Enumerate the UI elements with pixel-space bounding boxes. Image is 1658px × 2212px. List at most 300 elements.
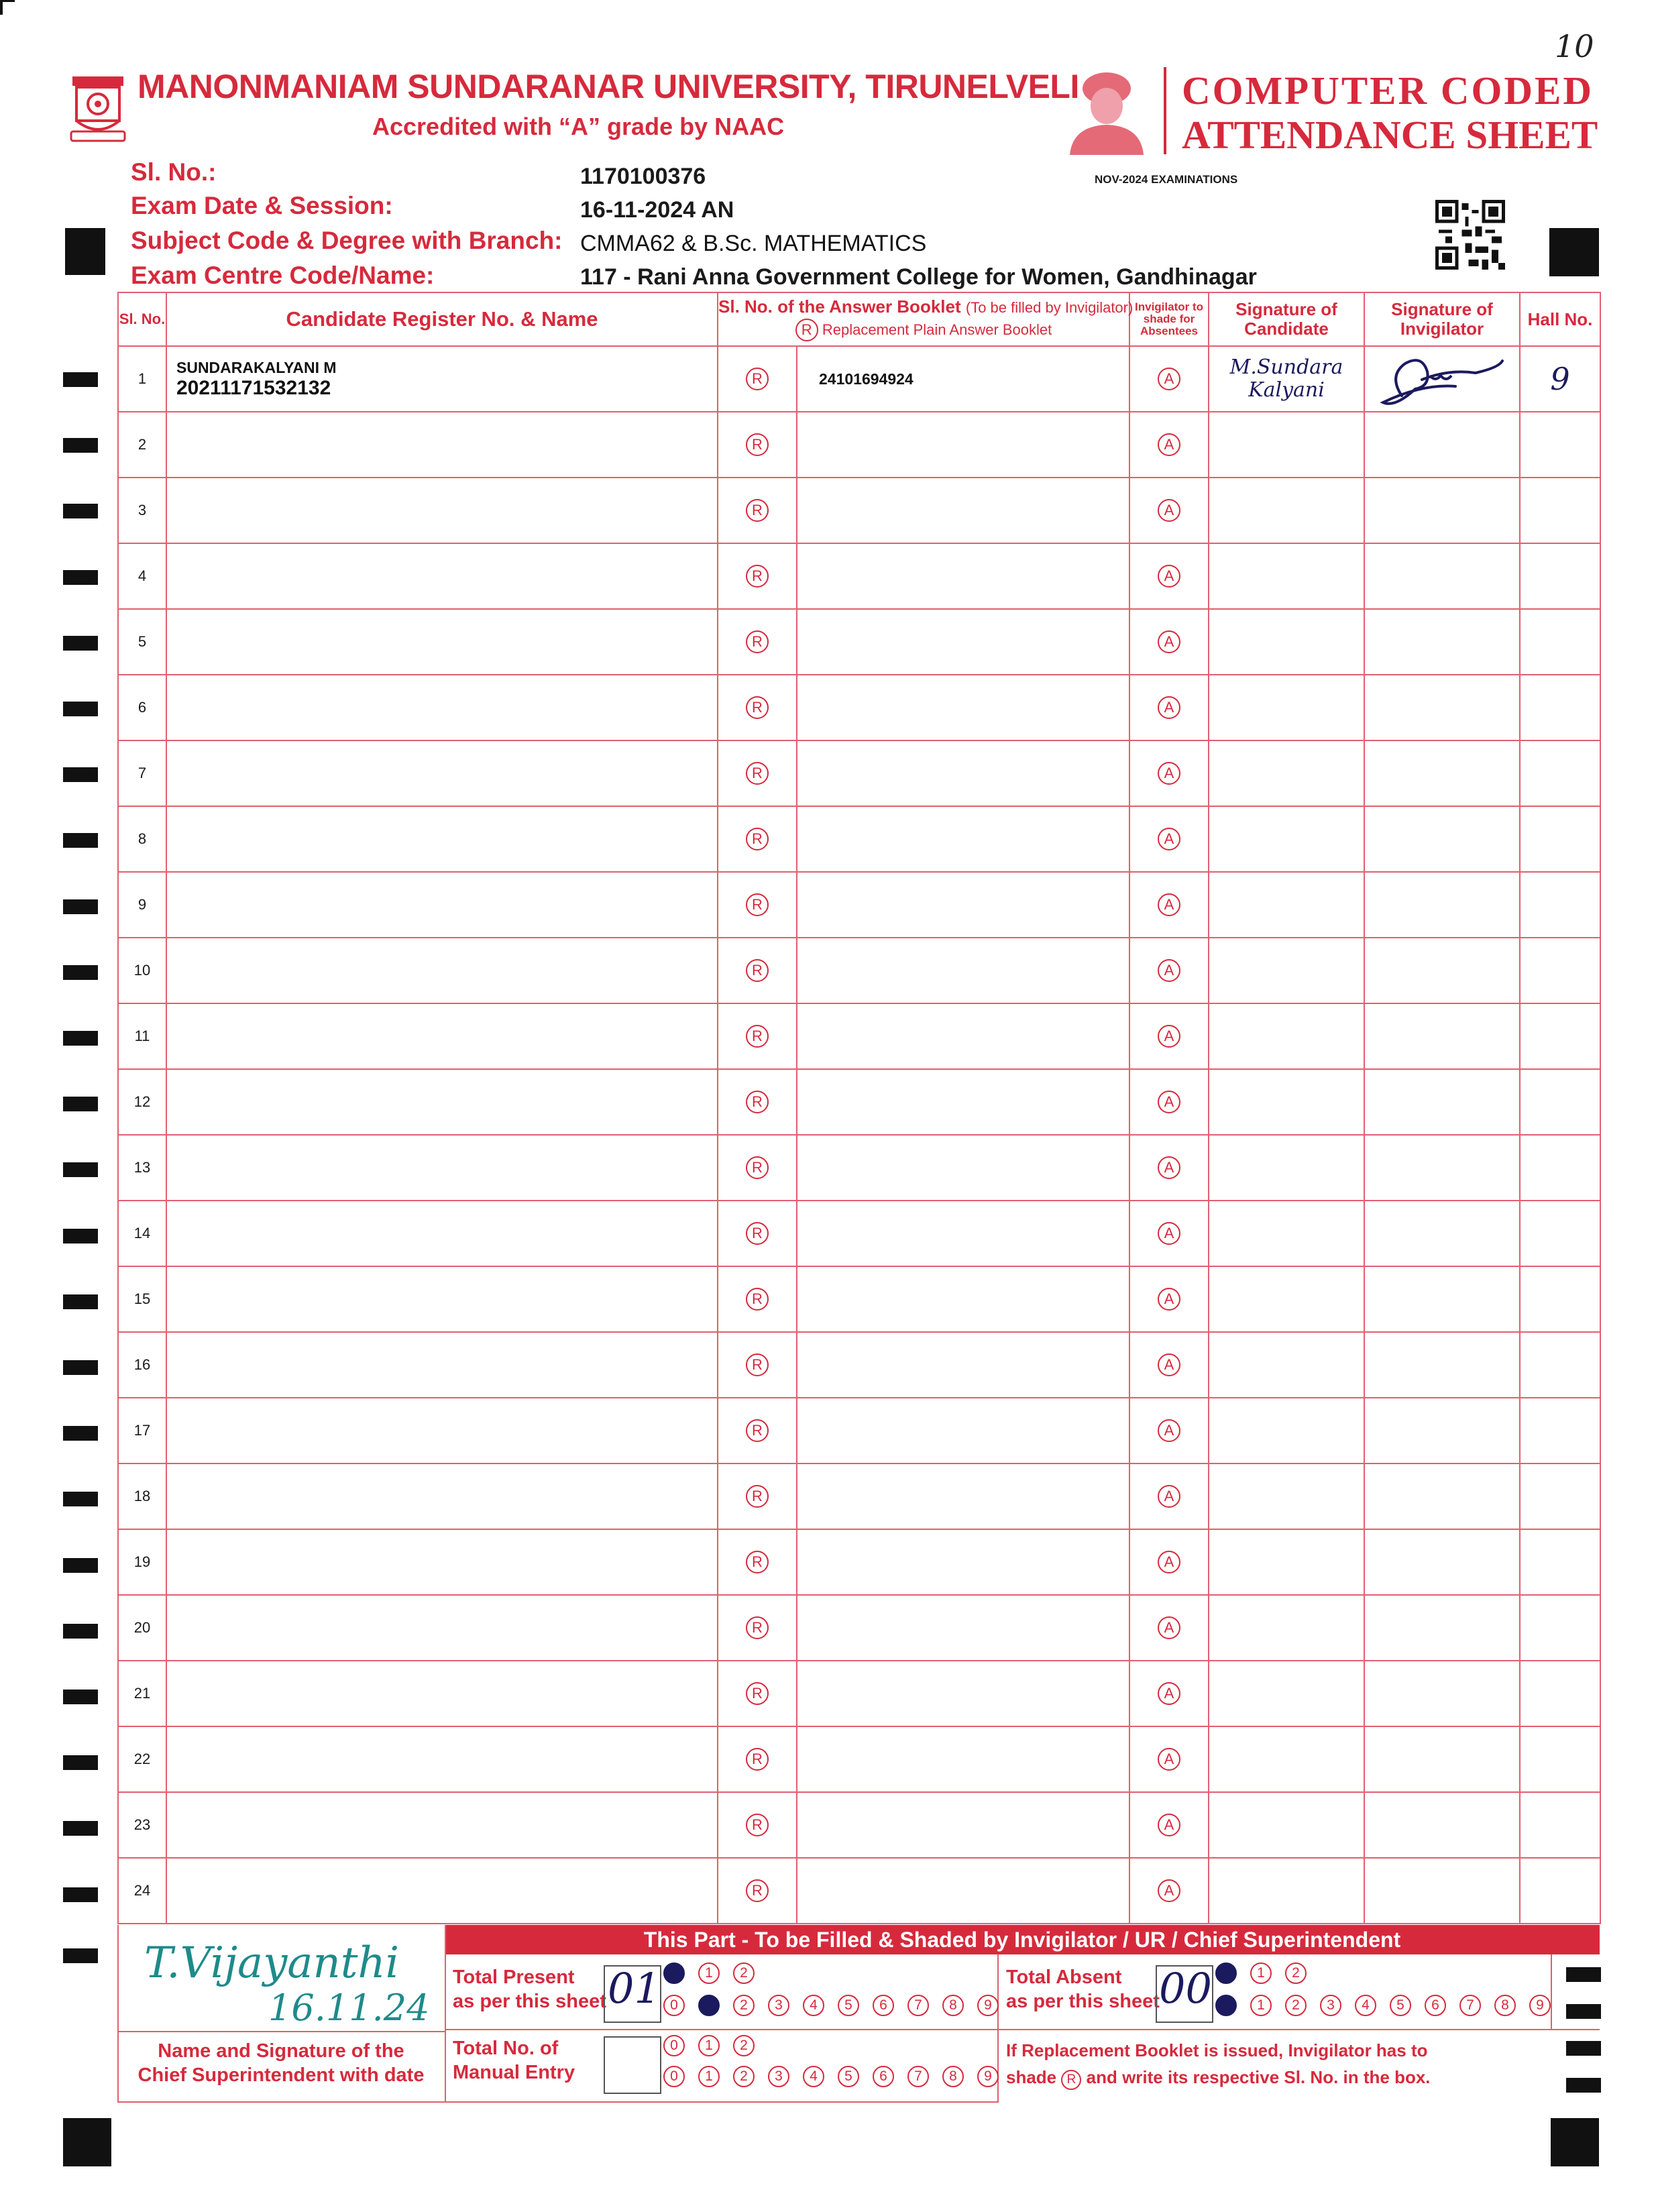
replacement-bubble[interactable]: R: [746, 1682, 769, 1705]
candidate-signature-cell[interactable]: [1209, 1726, 1364, 1792]
booklet-cell[interactable]: [797, 1661, 1129, 1726]
candidate-cell[interactable]: [166, 1266, 718, 1332]
replacement-bubble[interactable]: R: [746, 1156, 769, 1179]
replacement-bubble[interactable]: R: [746, 1353, 769, 1376]
row-sl-no: 3: [118, 478, 166, 543]
manual-label-2: Manual Entry: [453, 2062, 575, 2083]
absent-units-bubbles[interactable]: [1215, 1995, 1564, 2016]
absent-bubble[interactable]: A: [1158, 1091, 1180, 1113]
sheet-title-line1: COMPUTER CODED: [1182, 68, 1594, 113]
booklet-cell[interactable]: [797, 1792, 1129, 1858]
digit-bubble[interactable]: 9: [1529, 1995, 1551, 2016]
digit-bubble[interactable]: 0: [663, 2066, 685, 2087]
absent-cell[interactable]: [1129, 1069, 1209, 1135]
hall-no-cell[interactable]: [1520, 1398, 1600, 1463]
digit-bubble[interactable]: 0: [1215, 1995, 1237, 2016]
table-row: [118, 609, 1600, 675]
candidate-cell[interactable]: [166, 1858, 718, 1924]
replacement-cell[interactable]: [718, 1003, 797, 1069]
hall-no-cell[interactable]: [1520, 1266, 1600, 1332]
hall-no-cell[interactable]: [1520, 1858, 1600, 1924]
booklet-cell[interactable]: [797, 1463, 1129, 1529]
hall-no-cell[interactable]: [1520, 346, 1600, 412]
absent-bubble[interactable]: A: [1158, 1814, 1180, 1836]
invigilator-signature-cell[interactable]: [1364, 1332, 1520, 1398]
absent-cell[interactable]: [1129, 346, 1209, 412]
candidate-cell[interactable]: [166, 543, 718, 609]
candidate-signature-cell[interactable]: [1209, 675, 1364, 740]
hall-no-cell[interactable]: [1520, 1792, 1600, 1858]
absent-bubble[interactable]: A: [1158, 1748, 1180, 1771]
digit-bubble[interactable]: 0: [663, 1995, 685, 2016]
hall-no-cell[interactable]: [1520, 806, 1600, 872]
booklet-cell[interactable]: [797, 872, 1129, 938]
booklet-cell[interactable]: [797, 1069, 1129, 1135]
candidate-signature-cell[interactable]: [1209, 1463, 1364, 1529]
timing-mark: [63, 1031, 98, 1046]
invigilator-signature-cell[interactable]: [1364, 1201, 1520, 1266]
replacement-bubble[interactable]: R: [746, 1551, 769, 1573]
hall-no-cell[interactable]: [1520, 1726, 1600, 1792]
replacement-cell[interactable]: [718, 1135, 797, 1201]
candidate-cell[interactable]: [166, 938, 718, 1003]
absent-bubble[interactable]: A: [1158, 1551, 1180, 1573]
replacement-cell[interactable]: [718, 543, 797, 609]
absent-value: 00: [1159, 1964, 1212, 2013]
candidate-signature: M.Sundara Kalyani: [1229, 355, 1343, 402]
hall-no-cell[interactable]: [1520, 675, 1600, 740]
booklet-cell[interactable]: [797, 1858, 1129, 1924]
candidate-cell[interactable]: [166, 1726, 718, 1792]
replacement-bubble[interactable]: R: [746, 1616, 769, 1639]
digit-bubble[interactable]: 5: [1390, 1995, 1411, 2016]
candidate-signature-cell[interactable]: [1209, 1792, 1364, 1858]
hall-no-cell[interactable]: [1520, 609, 1600, 675]
absent-cell[interactable]: [1129, 1135, 1209, 1201]
hall-no-cell[interactable]: [1520, 1463, 1600, 1529]
candidate-cell[interactable]: [166, 1792, 718, 1858]
exam-session-label: NOV-2024 EXAMINATIONS: [1095, 173, 1238, 186]
replacement-cell[interactable]: [718, 1529, 797, 1595]
replacement-bubble[interactable]: R: [746, 1419, 769, 1442]
booklet-cell[interactable]: [797, 1398, 1129, 1463]
manual-tens-bubbles[interactable]: [663, 2035, 768, 2056]
booklet-cell[interactable]: [797, 1003, 1129, 1069]
replacement-cell[interactable]: [718, 1332, 797, 1398]
candidate-cell[interactable]: [166, 872, 718, 938]
booklet-cell[interactable]: [797, 1266, 1129, 1332]
absent-bubble[interactable]: A: [1158, 1419, 1180, 1442]
digit-bubble[interactable]: 4: [803, 1995, 824, 2016]
digit-bubble[interactable]: 3: [768, 1995, 789, 2016]
absent-cell[interactable]: [1129, 1266, 1209, 1332]
absent-bubble[interactable]: A: [1158, 959, 1180, 982]
hall-no-cell[interactable]: [1520, 1529, 1600, 1595]
candidate-signature-cell[interactable]: [1209, 1003, 1364, 1069]
invigilator-signature-cell[interactable]: [1364, 1266, 1520, 1332]
replacement-cell[interactable]: [718, 1201, 797, 1266]
absent-cell[interactable]: [1129, 938, 1209, 1003]
absent-tens-bubbles[interactable]: [1215, 1962, 1320, 1984]
digit-bubble[interactable]: 2: [733, 2035, 755, 2056]
absent-cell[interactable]: [1129, 609, 1209, 675]
booklet-cell[interactable]: [797, 1726, 1129, 1792]
digit-bubble[interactable]: 6: [1425, 1995, 1446, 2016]
absent-bubble[interactable]: A: [1158, 565, 1180, 588]
invigilator-signature-cell[interactable]: [1364, 1529, 1520, 1595]
invigilator-signature-cell[interactable]: [1364, 740, 1520, 806]
digit-bubble[interactable]: 6: [873, 1995, 894, 2016]
booklet-cell[interactable]: [797, 609, 1129, 675]
absent-bubble[interactable]: A: [1158, 499, 1180, 522]
replacement-note-2a: shade: [1006, 2067, 1057, 2087]
booklet-cell[interactable]: [797, 346, 1129, 412]
digit-bubble[interactable]: 4: [1355, 1995, 1376, 2016]
timing-mark: [63, 702, 98, 716]
hall-no-cell[interactable]: [1520, 1135, 1600, 1201]
replacement-bubble[interactable]: R: [746, 630, 769, 653]
booklet-cell[interactable]: [797, 740, 1129, 806]
candidate-cell[interactable]: [166, 478, 718, 543]
replacement-cell[interactable]: [718, 478, 797, 543]
candidate-signature-cell[interactable]: [1209, 938, 1364, 1003]
present-units-bubbles[interactable]: [663, 1995, 1012, 2016]
digit-bubble[interactable]: 1: [698, 1995, 720, 2016]
booklet-cell[interactable]: [797, 1332, 1129, 1398]
digit-bubble[interactable]: 2: [1285, 1962, 1307, 1984]
replacement-bubble[interactable]: R: [746, 1091, 769, 1113]
registration-mark: [1566, 2041, 1601, 2056]
absent-bubble[interactable]: A: [1158, 433, 1180, 456]
digit-bubble[interactable]: 4: [803, 2066, 824, 2087]
booklet-cell[interactable]: [797, 412, 1129, 478]
hall-no-cell[interactable]: [1520, 478, 1600, 543]
booklet-cell[interactable]: [797, 1135, 1129, 1201]
candidate-cell[interactable]: [166, 1201, 718, 1266]
invigilator-signature-cell[interactable]: [1364, 1003, 1520, 1069]
hall-no-cell[interactable]: [1520, 1003, 1600, 1069]
candidate-signature-cell[interactable]: [1209, 478, 1364, 543]
invigilator-signature-cell[interactable]: [1364, 478, 1520, 543]
absent-bubble[interactable]: A: [1158, 368, 1180, 390]
candidate-cell[interactable]: [166, 1135, 718, 1201]
digit-bubble[interactable]: 1: [698, 1962, 720, 1984]
candidate-name: SUNDARAKALYANI M: [176, 358, 337, 376]
replacement-bubble[interactable]: R: [746, 1879, 769, 1902]
hall-no-cell[interactable]: [1520, 740, 1600, 806]
centre-value: 117 - Rani Anna Government College for Women, Gandhinagar: [580, 264, 1257, 290]
candidate-cell[interactable]: [166, 1661, 718, 1726]
candidate-cell[interactable]: [166, 412, 718, 478]
booklet-cell[interactable]: [797, 1201, 1129, 1266]
candidate-signature-cell[interactable]: [1209, 1398, 1364, 1463]
hall-no-cell[interactable]: [1520, 1332, 1600, 1398]
booklet-cell[interactable]: [797, 806, 1129, 872]
candidate-signature-cell[interactable]: [1209, 609, 1364, 675]
candidate-cell[interactable]: [166, 609, 718, 675]
replacement-cell[interactable]: [718, 1463, 797, 1529]
digit-bubble[interactable]: 9: [977, 1995, 999, 2016]
replacement-cell[interactable]: [718, 1858, 797, 1924]
digit-bubble[interactable]: 5: [838, 2066, 859, 2087]
header-sl-no: Sl. No.: [118, 292, 166, 346]
corner-tick: [0, 0, 15, 2]
booklet-cell[interactable]: [797, 675, 1129, 740]
absent-cell[interactable]: [1129, 1003, 1209, 1069]
absent-bubble[interactable]: A: [1158, 762, 1180, 785]
absent-bubble[interactable]: A: [1158, 1222, 1180, 1245]
candidate-signature-cell[interactable]: [1209, 412, 1364, 478]
invigilator-signature-cell[interactable]: [1364, 1135, 1520, 1201]
replacement-bubble[interactable]: R: [746, 696, 769, 719]
table-header-row: [118, 292, 1600, 346]
candidate-cell[interactable]: [166, 1529, 718, 1595]
digit-bubble[interactable]: 5: [838, 1995, 859, 2016]
absent-label-2: as per this sheet: [1006, 1991, 1160, 2012]
absent-cell[interactable]: [1129, 1201, 1209, 1266]
timing-mark: [63, 1492, 98, 1506]
invigilator-signature-cell[interactable]: [1364, 1792, 1520, 1858]
invigilator-signature-cell[interactable]: [1364, 346, 1520, 412]
replacement-bubble[interactable]: R: [746, 499, 769, 522]
candidate-signature-cell[interactable]: [1209, 872, 1364, 938]
row-sl-no: 17: [118, 1398, 166, 1463]
sl-no-value: 1170100376: [580, 164, 706, 189]
invigilator-signature-cell[interactable]: [1364, 1726, 1520, 1792]
replacement-bubble[interactable]: R: [746, 368, 769, 390]
timing-mark: [63, 504, 98, 518]
replacement-cell[interactable]: [718, 675, 797, 740]
candidate-signature-cell[interactable]: [1209, 1266, 1364, 1332]
replacement-bubble[interactable]: R: [746, 893, 769, 916]
hall-no-cell[interactable]: [1520, 1595, 1600, 1661]
replacement-bubble[interactable]: R: [746, 1748, 769, 1771]
absent-cell[interactable]: [1129, 675, 1209, 740]
digit-bubble[interactable]: 8: [1494, 1995, 1516, 2016]
booklet-cell[interactable]: [797, 478, 1129, 543]
booklet-cell[interactable]: [797, 938, 1129, 1003]
replacement-bubble[interactable]: R: [746, 1288, 769, 1311]
candidate-signature-cell[interactable]: [1209, 1201, 1364, 1266]
digit-bubble[interactable]: 1: [698, 2066, 720, 2087]
replacement-cell[interactable]: [718, 1266, 797, 1332]
absent-bubble[interactable]: A: [1158, 1485, 1180, 1508]
candidate-signature-cell[interactable]: [1209, 1595, 1364, 1661]
hall-no-cell[interactable]: [1520, 412, 1600, 478]
digit-bubble[interactable]: 6: [873, 2066, 894, 2087]
replacement-bubble[interactable]: R: [746, 433, 769, 456]
replacement-cell[interactable]: [718, 938, 797, 1003]
replacement-bubble[interactable]: R: [746, 762, 769, 785]
digit-bubble[interactable]: 0: [663, 2035, 685, 2056]
replacement-bubble[interactable]: R: [746, 1485, 769, 1508]
hall-no-cell[interactable]: [1520, 938, 1600, 1003]
absent-bubble[interactable]: A: [1158, 1879, 1180, 1902]
invigilator-signature-cell[interactable]: [1364, 1463, 1520, 1529]
absent-cell[interactable]: [1129, 1398, 1209, 1463]
absent-bubble[interactable]: A: [1158, 630, 1180, 653]
header-booklet-main: Sl. No. of the Answer Booklet: [718, 296, 961, 317]
absent-cell[interactable]: [1129, 1661, 1209, 1726]
invigilator-signature-cell[interactable]: [1364, 872, 1520, 938]
replacement-bubble[interactable]: R: [746, 959, 769, 982]
digit-bubble[interactable]: 0: [1215, 1962, 1237, 1984]
digit-bubble[interactable]: 1: [1250, 1995, 1272, 2016]
invigilator-signature-cell[interactable]: [1364, 1595, 1520, 1661]
invigilator-signature-cell[interactable]: [1364, 609, 1520, 675]
candidate-cell[interactable]: [166, 1463, 718, 1529]
digit-bubble[interactable]: 7: [907, 2066, 929, 2087]
replacement-cell[interactable]: [718, 806, 797, 872]
digit-bubble[interactable]: 9: [977, 2066, 999, 2087]
candidate-signature-cell[interactable]: [1209, 1069, 1364, 1135]
invigilator-signature-cell[interactable]: [1364, 675, 1520, 740]
row-sl-no: 6: [118, 675, 166, 740]
digit-bubble[interactable]: 8: [942, 2066, 964, 2087]
absent-cell[interactable]: [1129, 478, 1209, 543]
header-candidate: Candidate Register No. & Name: [166, 292, 718, 346]
candidate-signature-cell[interactable]: [1209, 1858, 1364, 1924]
row-sl-no: 1: [118, 346, 166, 412]
absent-bubble[interactable]: A: [1158, 1682, 1180, 1705]
absent-bubble[interactable]: A: [1158, 1353, 1180, 1376]
digit-bubble[interactable]: 3: [768, 2066, 789, 2087]
absent-cell[interactable]: [1129, 1792, 1209, 1858]
subject-value: CMMA62 & B.Sc. MATHEMATICS: [580, 231, 927, 256]
hall-no-cell[interactable]: [1520, 1201, 1600, 1266]
present-tens-bubbles[interactable]: [663, 1962, 768, 1984]
absent-cell[interactable]: [1129, 740, 1209, 806]
absent-cell[interactable]: [1129, 1529, 1209, 1595]
digit-bubble[interactable]: 1: [698, 2035, 720, 2056]
invigilator-signature-cell[interactable]: [1364, 1858, 1520, 1924]
row-sl-no: 15: [118, 1266, 166, 1332]
absent-cell[interactable]: [1129, 1332, 1209, 1398]
digit-bubble[interactable]: 7: [1459, 1995, 1481, 2016]
invigilator-bar: This Part - To be Filled & Shaded by Invigilator / UR / Chief Superintendent: [445, 1925, 1600, 1954]
table-row: [118, 478, 1600, 543]
candidate-signature-cell[interactable]: [1209, 740, 1364, 806]
hall-no-cell[interactable]: [1520, 543, 1600, 609]
replacement-bubble[interactable]: R: [746, 565, 769, 588]
absent-bubble[interactable]: A: [1158, 1616, 1180, 1639]
manual-box[interactable]: [604, 2036, 661, 2094]
invigilator-signature-cell[interactable]: [1364, 806, 1520, 872]
absent-cell[interactable]: [1129, 872, 1209, 938]
digit-bubble[interactable]: 2: [733, 2066, 755, 2087]
absent-bubble[interactable]: A: [1158, 1156, 1180, 1179]
invigilator-signature-cell[interactable]: [1364, 1069, 1520, 1135]
absent-cell[interactable]: [1129, 412, 1209, 478]
row-sl-no: 23: [118, 1792, 166, 1858]
candidate-cell[interactable]: [166, 740, 718, 806]
digit-bubble[interactable]: 1: [1250, 1962, 1272, 1984]
digit-bubble[interactable]: 7: [907, 1995, 929, 2016]
accreditation: Accredited with “A” grade by NAAC: [372, 113, 785, 140]
hall-no-cell[interactable]: [1520, 1661, 1600, 1726]
digit-bubble[interactable]: 0: [663, 1962, 685, 1984]
hall-no-cell[interactable]: [1520, 1069, 1600, 1135]
absent-cell[interactable]: [1129, 1595, 1209, 1661]
manual-units-bubbles[interactable]: [663, 2066, 1012, 2087]
replacement-bubble[interactable]: R: [746, 828, 769, 850]
candidate-signature-cell[interactable]: [1209, 1529, 1364, 1595]
absent-cell[interactable]: [1129, 806, 1209, 872]
candidate-signature-cell[interactable]: [1209, 1135, 1364, 1201]
replacement-cell[interactable]: [718, 872, 797, 938]
subject-label: Subject Code & Degree with Branch:: [131, 227, 563, 254]
digit-bubble[interactable]: 2: [733, 1995, 755, 2016]
digit-bubble[interactable]: 3: [1320, 1995, 1341, 2016]
booklet-cell[interactable]: [797, 1595, 1129, 1661]
replacement-cell[interactable]: [718, 412, 797, 478]
replacement-cell[interactable]: [718, 1069, 797, 1135]
replacement-cell[interactable]: [718, 346, 797, 412]
invigilator-signature-cell[interactable]: [1364, 938, 1520, 1003]
candidate-signature-cell[interactable]: [1209, 806, 1364, 872]
candidate-signature-cell[interactable]: [1209, 1332, 1364, 1398]
candidate-cell[interactable]: [166, 1398, 718, 1463]
timing-mark: [63, 1558, 98, 1573]
absent-bubble[interactable]: A: [1158, 1288, 1180, 1311]
candidate-cell[interactable]: [166, 1595, 718, 1661]
candidate-cell[interactable]: [166, 1003, 718, 1069]
absent-cell[interactable]: [1129, 1858, 1209, 1924]
booklet-cell[interactable]: [797, 1529, 1129, 1595]
replacement-bubble[interactable]: R: [746, 1025, 769, 1048]
booklet-cell[interactable]: [797, 543, 1129, 609]
absent-bubble[interactable]: A: [1158, 1025, 1180, 1048]
candidate-signature-cell[interactable]: [1209, 346, 1364, 412]
candidate-cell[interactable]: [166, 1332, 718, 1398]
candidate-signature-cell[interactable]: [1209, 543, 1364, 609]
candidate-cell[interactable]: [166, 1069, 718, 1135]
absent-cell[interactable]: [1129, 1726, 1209, 1792]
candidate-cell[interactable]: [166, 346, 718, 412]
digit-bubble[interactable]: 8: [942, 1995, 964, 2016]
digit-bubble[interactable]: 2: [733, 1962, 755, 1984]
replacement-bubble[interactable]: R: [746, 1222, 769, 1245]
absent-bubble[interactable]: A: [1158, 893, 1180, 916]
replacement-cell[interactable]: [718, 1726, 797, 1792]
absent-cell[interactable]: [1129, 1463, 1209, 1529]
candidate-signature-cell[interactable]: [1209, 1661, 1364, 1726]
invigilator-signature-cell[interactable]: [1364, 412, 1520, 478]
replacement-cell[interactable]: [718, 1595, 797, 1661]
replacement-cell[interactable]: [718, 740, 797, 806]
university-emblem-icon: [67, 72, 129, 146]
replacement-bubble[interactable]: R: [746, 1814, 769, 1836]
hall-no-cell[interactable]: [1520, 872, 1600, 938]
absent-bubble[interactable]: A: [1158, 696, 1180, 719]
invigilator-signature-cell[interactable]: [1364, 1661, 1520, 1726]
table-row: [118, 938, 1600, 1003]
table-row: [118, 740, 1600, 806]
replacement-cell[interactable]: [718, 609, 797, 675]
replacement-cell[interactable]: [718, 1661, 797, 1726]
absent-cell[interactable]: [1129, 543, 1209, 609]
absent-bubble[interactable]: A: [1158, 828, 1180, 850]
invigilator-signature-cell[interactable]: [1364, 1398, 1520, 1463]
chief-signature-name: T.Vijayanthi: [144, 1938, 400, 1988]
digit-bubble[interactable]: 2: [1285, 1995, 1307, 2016]
replacement-cell[interactable]: [718, 1398, 797, 1463]
candidate-cell[interactable]: [166, 806, 718, 872]
candidate-cell[interactable]: [166, 675, 718, 740]
replacement-cell[interactable]: [718, 1792, 797, 1858]
invigilator-signature-cell[interactable]: [1364, 543, 1520, 609]
timing-mark: [63, 1755, 98, 1770]
